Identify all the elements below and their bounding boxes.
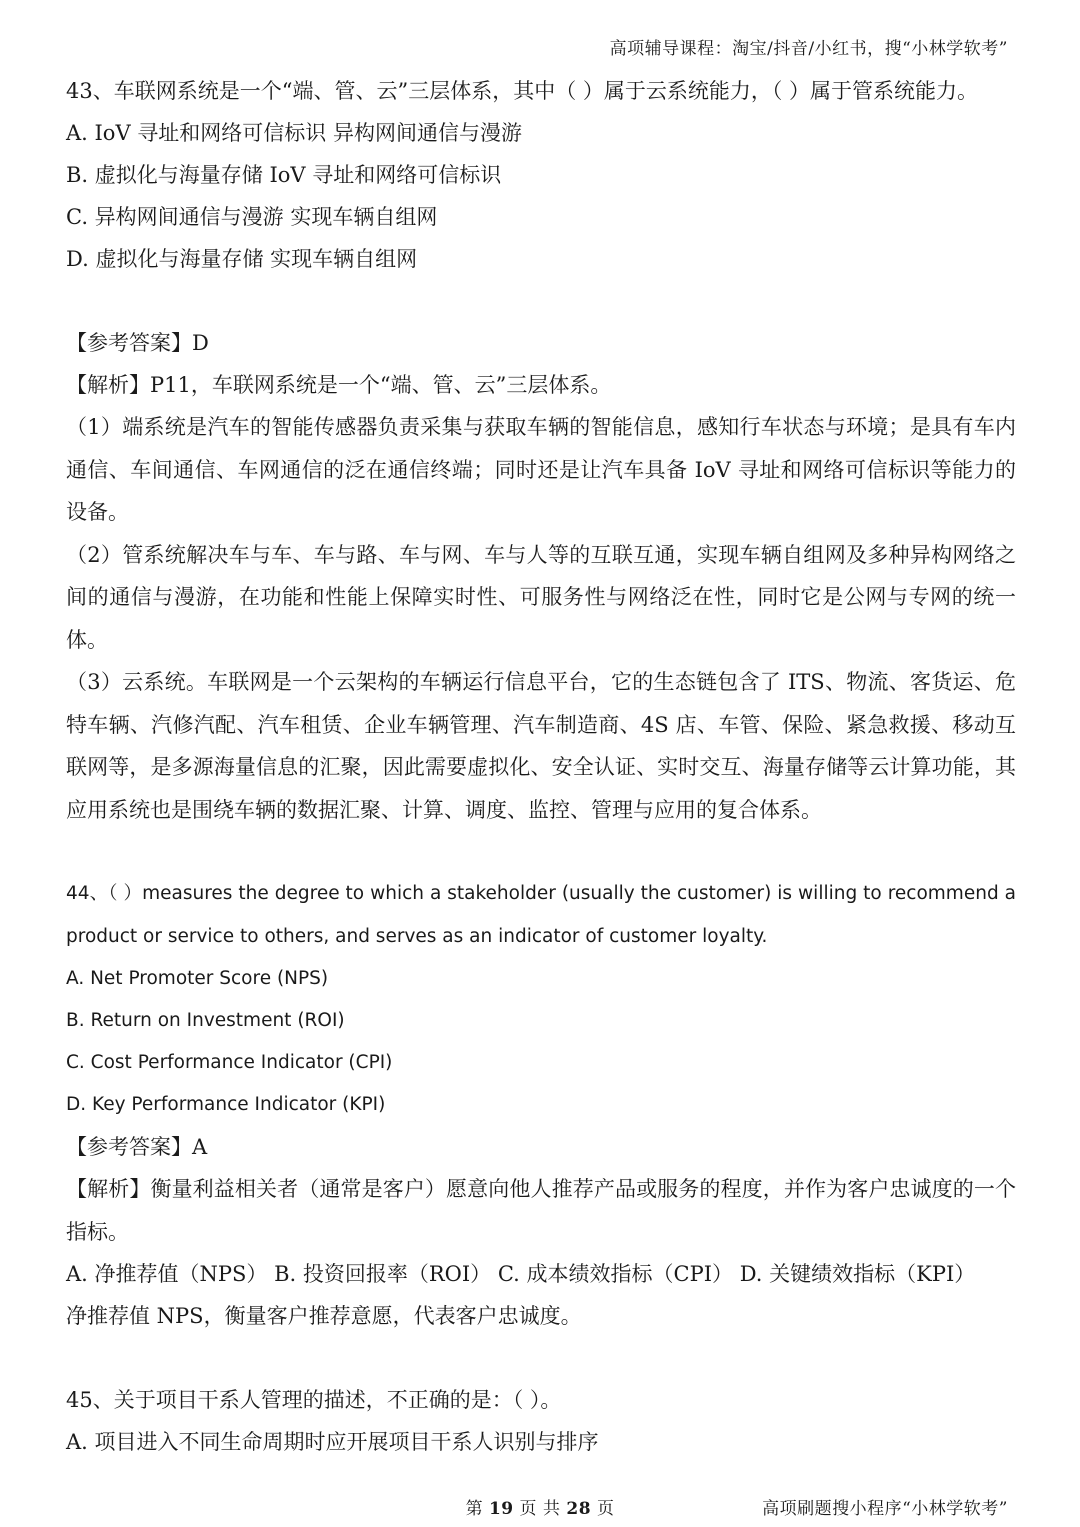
- question-43-answer: 【参考答案】D: [66, 331, 209, 355]
- question-43-analysis-paragraph: （3）云系统。车联网是一个云架构的车辆运行信息平台，它的生态链包含了 ITS、物流、客货运、危特车辆、汽修汽配、汽车租赁、企业车辆管理、汽车制造商、4S 店、车管、保险、紧急救援、移动互联网等，是多源海量信息的汇聚，因此需要虚拟化、安全认证、实时交互、海量存储等云计算功能，其应用系统也是围绕车辆的数据汇聚、计算、调度、监控、管理与应用的复合体系。: [66, 670, 1016, 822]
- page-mid: 页 共: [519, 1499, 561, 1519]
- header-ad: 高项辅导课程：淘宝/抖音/小红书，搜“小林学软考”: [609, 39, 1008, 59]
- question-43-analysis-title: 【解析】P11，车联网系统是一个“端、管、云”三层体系。: [66, 373, 612, 397]
- question-43-option-d: D. 虚拟化与海量存储 实现车辆自组网: [66, 247, 418, 271]
- question-44-option-d: D. Key Performance Indicator (KPI): [66, 1094, 386, 1115]
- page-total: 28: [566, 1499, 592, 1519]
- footer-ad: 高项刷题搜小程序“小林学软考”: [762, 1499, 1008, 1519]
- page-current: 19: [488, 1499, 514, 1519]
- question-44-option-c: C. Cost Performance Indicator (CPI): [66, 1052, 393, 1073]
- question-44-analysis: 【解析】衡量利益相关者（通常是客户）愿意向他人推荐产品或服务的程度，并作为客户忠诚度的一个指标。: [66, 1177, 1016, 1244]
- question-45: [66, 1379, 1016, 1463]
- question-44: [66, 873, 1016, 1337]
- question-43-analysis-paragraph: （1）端系统是汽车的智能传感器负责采集与获取车辆的智能信息，感知行车状态与环境；是具有车内通信、车间通信、车网通信的泛在通信终端；同时还是让汽车具备 IoV 寻址和网络可信标识等能力的设备。: [66, 415, 1016, 524]
- page-prefix: 第: [465, 1499, 484, 1519]
- page-content: [66, 70, 1016, 1463]
- question-43: [66, 70, 1016, 831]
- page-suffix: 页: [596, 1499, 615, 1519]
- question-45-option-a: A. 项目进入不同生命周期时应开展项目干系人识别与排序: [66, 1430, 599, 1454]
- question-43-analysis-paragraph: （2）管系统解决车与车、车与路、车与网、车与人等的互联互通，实现车辆自组网及多种异构网络之间的通信与漫游，在功能和性能上保障实时性、可服务性与网络泛在性，同时它是公网与专网的统一体。: [66, 542, 1016, 652]
- question-45-stem: 45、关于项目干系人管理的描述，不正确的是：（ ）。: [66, 1388, 562, 1412]
- question-44-translations: A. 净推荐值（NPS） B. 投资回报率（ROI） C. 成本绩效指标（CPI） D. 关键绩效指标（KPI）: [66, 1262, 976, 1286]
- question-44-answer: 【参考答案】A: [66, 1135, 208, 1159]
- question-43-option-a: A. IoV 寻址和网络可信标识 异构网间通信与漫游: [66, 121, 522, 145]
- question-43-stem: 43、车联网系统是一个“端、管、云”三层体系，其中（ ）属于云系统能力，（ ）属于管系统能力。: [66, 79, 979, 103]
- question-43-option-b: B. 虚拟化与海量存储 IoV 寻址和网络可信标识: [66, 163, 502, 187]
- question-44-note: 净推荐值 NPS，衡量客户推荐意愿，代表客户忠诚度。: [66, 1304, 582, 1328]
- question-43-option-c: C. 异构网间通信与漫游 实现车辆自组网: [66, 205, 438, 229]
- question-44-stem: 44、（ ）measures the degree to which a stakeholder (usually the customer) is willing to recommend a product or service to others, and serves as an indicator of customer loyalty.: [66, 883, 1016, 947]
- question-44-option-b: B. Return on Investment (ROI): [66, 1010, 345, 1031]
- question-44-option-a: A. Net Promoter Score (NPS): [66, 968, 329, 989]
